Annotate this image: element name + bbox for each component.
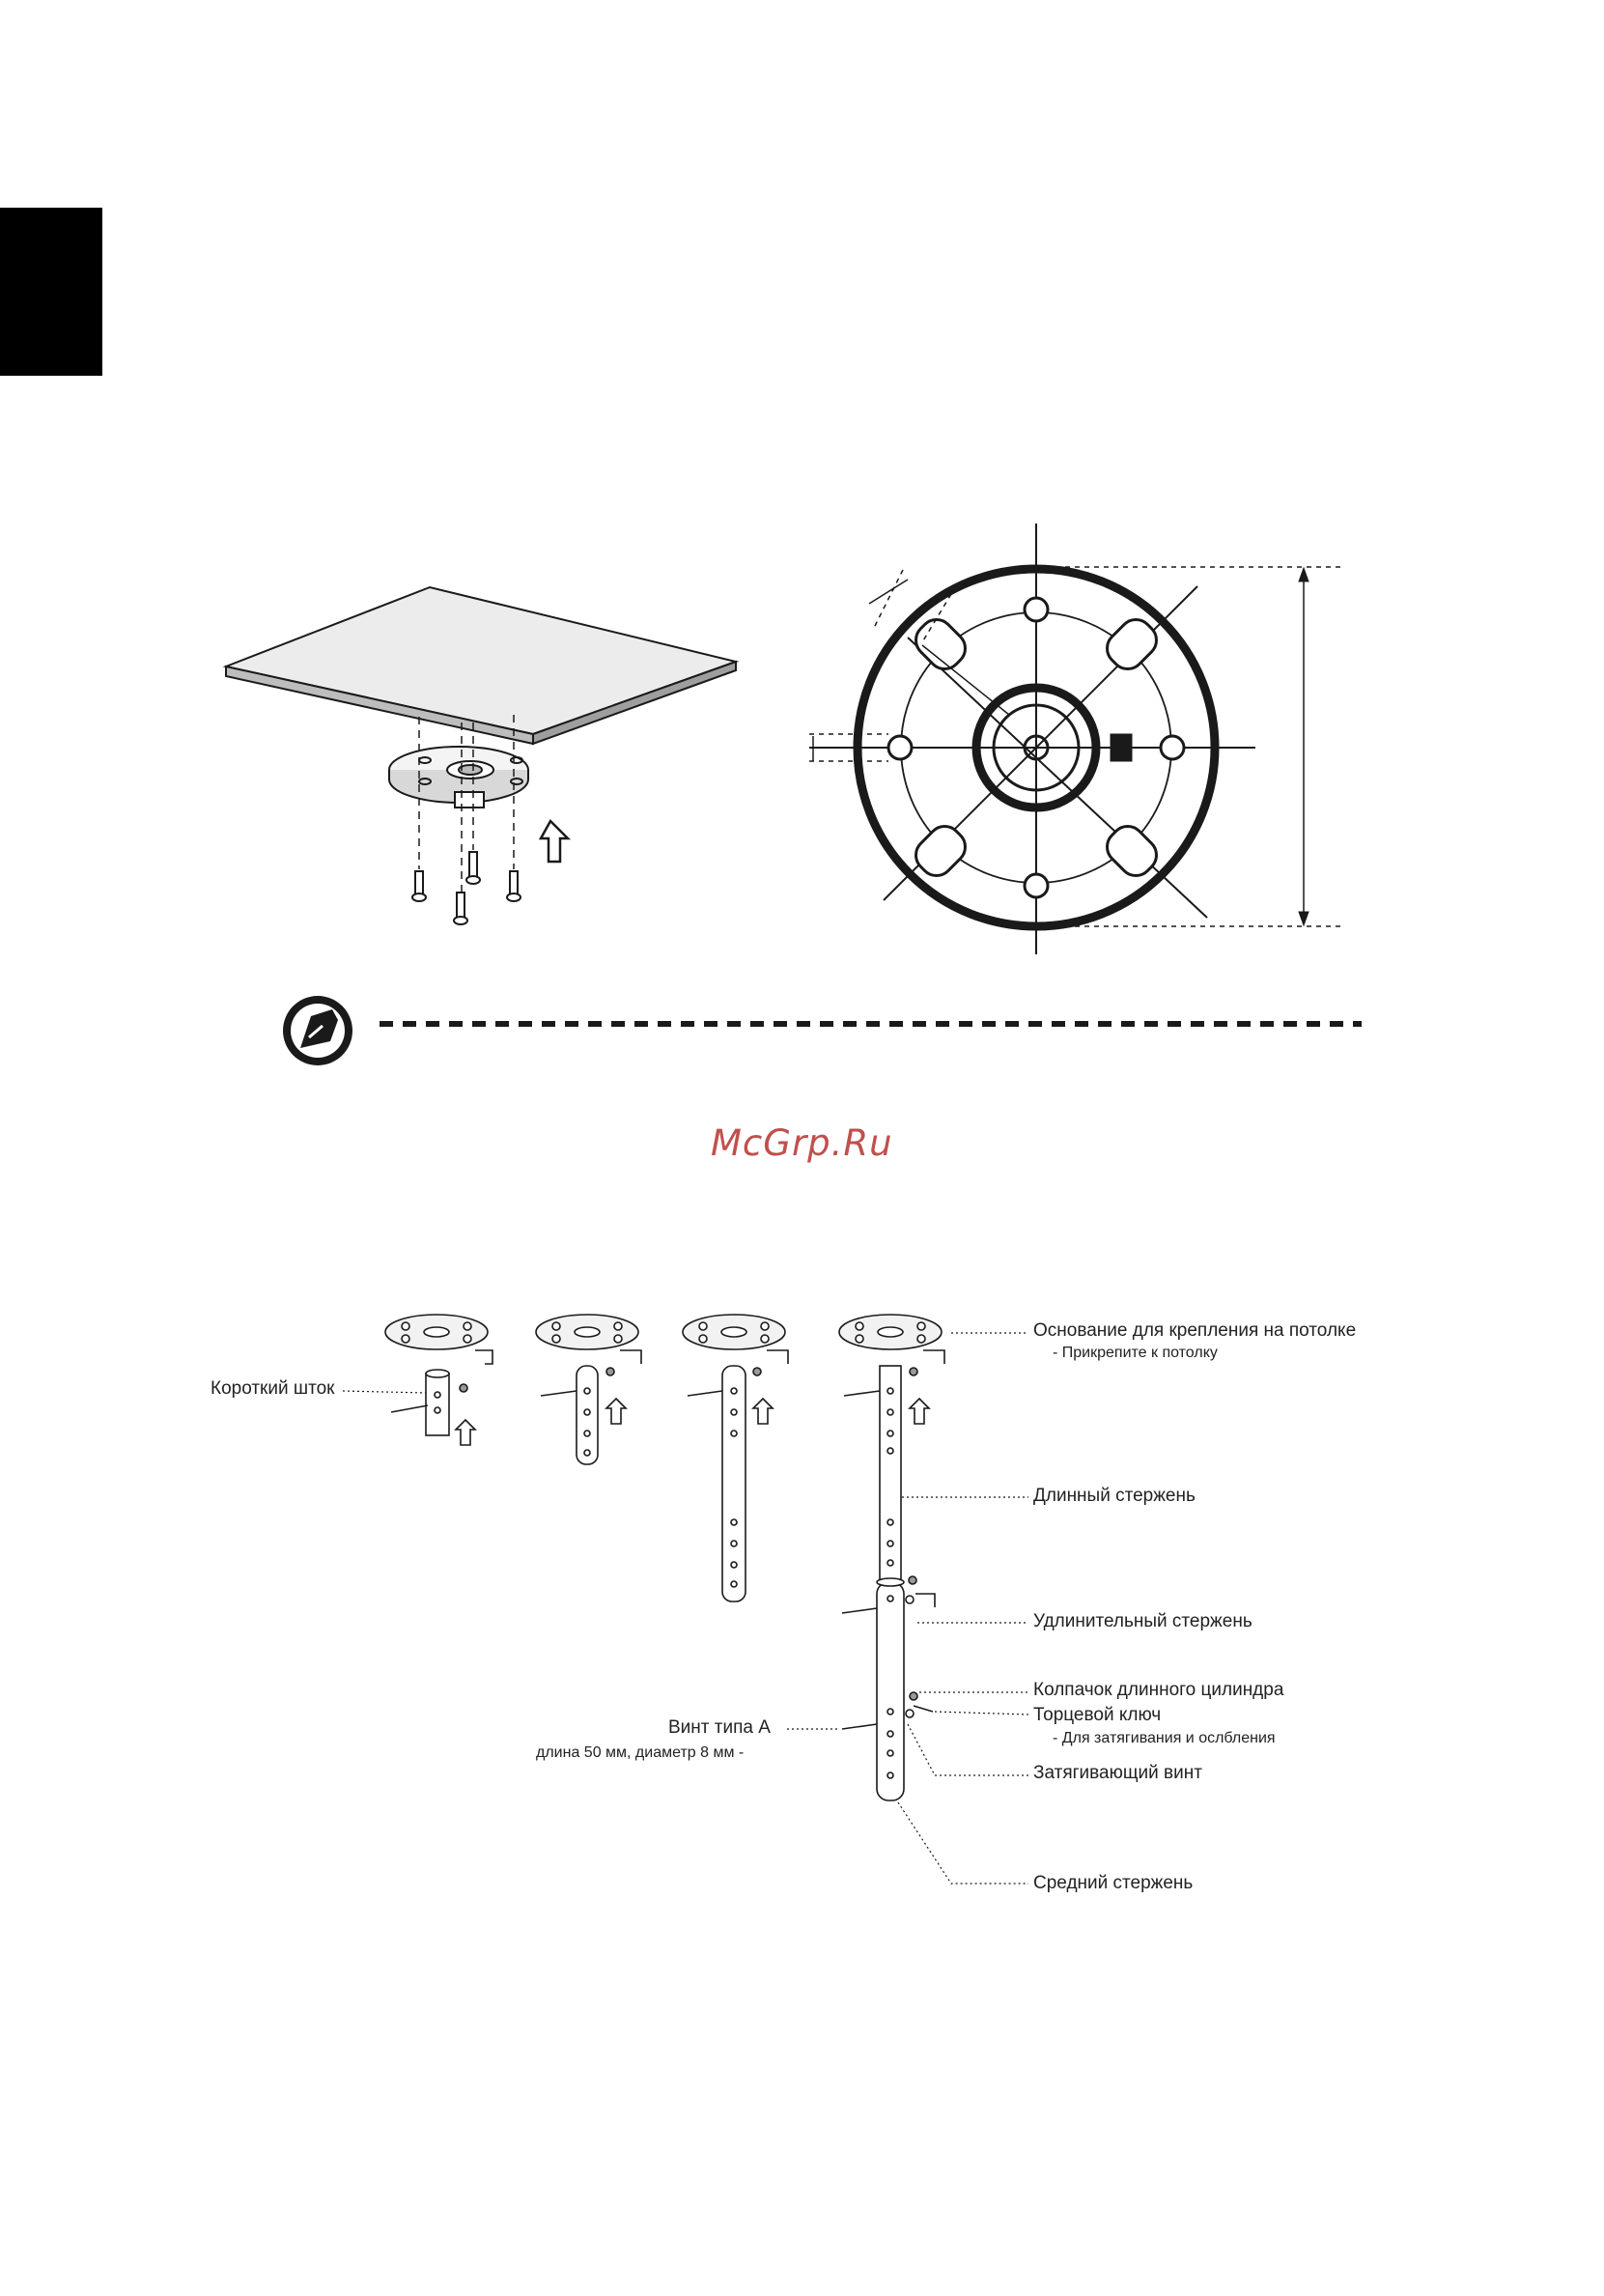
label-short-stem: Короткий шток (211, 1378, 335, 1399)
label-screw-type-a-spec: длина 50 мм, диаметр 8 мм - (536, 1744, 745, 1761)
config-medium-rod (536, 1315, 641, 1464)
base-plate-top-view (809, 524, 1342, 954)
note-icon (283, 996, 352, 1065)
rod-configurations (343, 1315, 1028, 1884)
label-middle-rod: Средний стержень (1033, 1873, 1194, 1893)
label-socket-wrench: Торцевой ключ (1033, 1705, 1162, 1725)
config-short-stem (385, 1315, 492, 1445)
ceiling-plate-figure (226, 587, 736, 924)
label-tightening-screw: Затягивающий винт (1033, 1763, 1202, 1783)
config-full-assembly (839, 1315, 944, 1800)
label-screw-type-a: Винт типа А (668, 1717, 771, 1738)
watermark: McGrp.Ru (711, 1122, 893, 1164)
label-ceiling-base-note: - Прикрепите к потолку (1053, 1345, 1218, 1361)
config-long-rod (683, 1315, 788, 1602)
label-extension-rod: Удлинительный стержень (1033, 1611, 1252, 1631)
label-long-rod: Длинный стержень (1033, 1486, 1196, 1506)
label-ceiling-base: Основание для крепления на потолке (1033, 1320, 1357, 1341)
label-long-cylinder-cap: Колпачок длинного цилиндра (1033, 1680, 1284, 1700)
label-socket-wrench-note: - Для затягивания и ослбления (1053, 1730, 1276, 1746)
